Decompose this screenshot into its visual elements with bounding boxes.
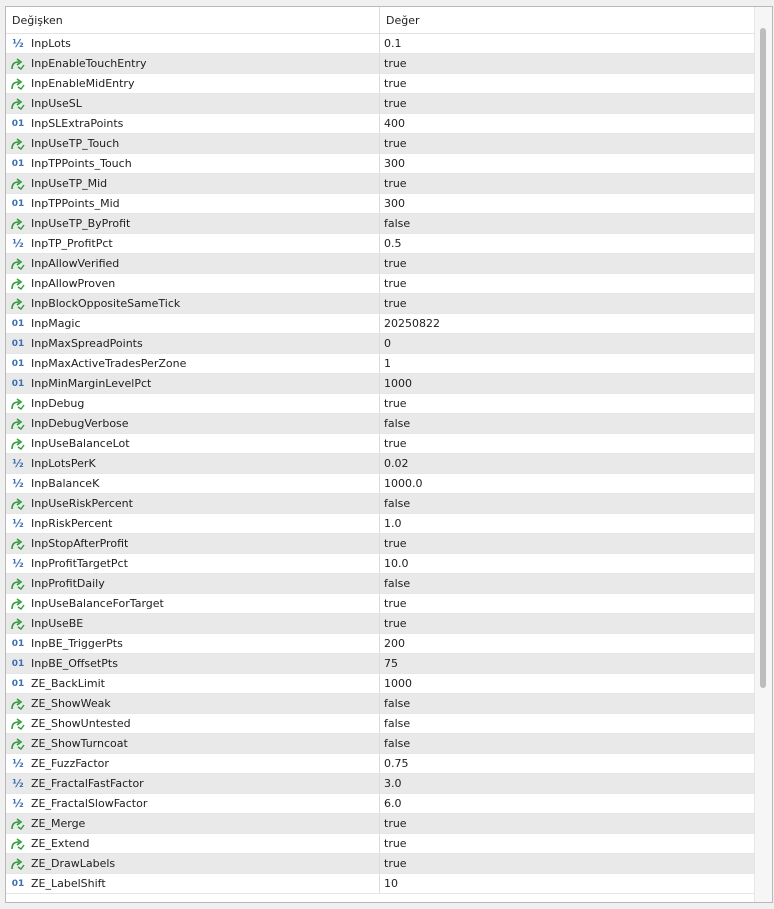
table-row[interactable] bbox=[6, 74, 754, 94]
double-type-icon: ½ bbox=[12, 776, 24, 790]
bool-type-icon bbox=[10, 577, 26, 591]
value-cell[interactable]: 0.75 bbox=[384, 757, 409, 770]
value-cell[interactable]: 3.0 bbox=[380, 774, 754, 793]
int-type-icon: 01 bbox=[11, 318, 25, 329]
bool-type-icon bbox=[10, 257, 26, 271]
bool-type-icon bbox=[10, 137, 26, 151]
table-row[interactable] bbox=[6, 574, 754, 594]
value-cell[interactable]: true bbox=[380, 94, 754, 113]
bool-type-icon bbox=[10, 57, 26, 71]
double-type-icon: ½ bbox=[12, 236, 24, 250]
variable-cell bbox=[6, 694, 380, 713]
variable-name: InpUseTP_Mid bbox=[31, 176, 108, 190]
value-cell[interactable]: 1.0 bbox=[384, 517, 402, 530]
value-cell[interactable]: true bbox=[384, 437, 407, 450]
value-cell[interactable]: false bbox=[380, 734, 754, 753]
table-row[interactable] bbox=[6, 334, 754, 354]
variable-cell bbox=[6, 314, 380, 333]
variable-name: InpEnableTouchEntry bbox=[31, 56, 147, 70]
table-row[interactable] bbox=[6, 554, 754, 574]
value-cell[interactable]: 1 bbox=[384, 357, 391, 370]
variable-cell bbox=[6, 174, 380, 193]
value-cell[interactable]: true bbox=[384, 397, 407, 410]
variable-cell bbox=[6, 54, 380, 73]
variable-name: InpUseSL bbox=[31, 96, 82, 110]
table-row[interactable] bbox=[6, 794, 754, 814]
table-row[interactable] bbox=[6, 694, 754, 714]
bool-type-icon bbox=[10, 297, 26, 311]
variable-cell bbox=[6, 754, 380, 773]
table-row[interactable] bbox=[6, 134, 754, 154]
bool-type-icon bbox=[10, 737, 26, 751]
table-row[interactable] bbox=[6, 34, 754, 54]
vertical-scrollbar[interactable] bbox=[754, 7, 772, 902]
table-row[interactable] bbox=[6, 814, 754, 834]
variable-cell bbox=[6, 554, 380, 573]
double-type-icon: ½ bbox=[12, 456, 24, 470]
table-row[interactable] bbox=[6, 754, 754, 774]
int-type-icon: 01 bbox=[11, 878, 25, 889]
value-cell[interactable]: true bbox=[380, 294, 754, 313]
value-cell[interactable]: 400 bbox=[384, 117, 405, 130]
variable-cell bbox=[6, 514, 380, 533]
int-type-icon: 01 bbox=[11, 118, 25, 129]
variable-cell bbox=[6, 94, 380, 113]
variable-cell bbox=[6, 794, 380, 813]
int-type-icon: 01 bbox=[11, 678, 25, 689]
table-row[interactable] bbox=[6, 774, 754, 794]
table-row[interactable] bbox=[6, 114, 754, 134]
variable-cell bbox=[6, 374, 380, 393]
value-cell[interactable]: true bbox=[380, 614, 754, 633]
double-type-icon: ½ bbox=[12, 476, 24, 490]
bool-type-icon bbox=[10, 437, 26, 451]
int-type-icon: 01 bbox=[11, 358, 25, 369]
table-row[interactable] bbox=[6, 374, 754, 394]
variable-name: InpLotsPerK bbox=[31, 456, 96, 470]
value-cell[interactable]: 10.0 bbox=[384, 557, 409, 570]
bool-type-icon bbox=[10, 497, 26, 511]
bool-type-icon bbox=[10, 537, 26, 551]
table-row[interactable] bbox=[6, 254, 754, 274]
bool-type-icon bbox=[10, 77, 26, 91]
variable-name: ZE_ShowWeak bbox=[31, 696, 111, 710]
bool-type-icon bbox=[10, 217, 26, 231]
table-row[interactable] bbox=[6, 394, 754, 414]
bool-type-icon bbox=[10, 177, 26, 191]
double-type-icon: ½ bbox=[12, 516, 24, 530]
variable-name: ZE_Merge bbox=[31, 816, 86, 830]
value-cell[interactable]: 1000 bbox=[384, 677, 412, 690]
value-cell[interactable]: 10 bbox=[384, 877, 398, 890]
int-type-icon: 01 bbox=[11, 638, 25, 649]
table-row[interactable] bbox=[6, 674, 754, 694]
variable-cell bbox=[6, 654, 380, 673]
table-row[interactable] bbox=[6, 534, 754, 554]
double-type-icon: ½ bbox=[12, 756, 24, 770]
variable-name: ZE_LabelShift bbox=[31, 876, 106, 890]
variable-name: InpTP_ProfitPct bbox=[31, 236, 113, 250]
variable-name: InpBalanceK bbox=[31, 476, 100, 490]
variable-cell bbox=[6, 734, 380, 753]
variable-cell bbox=[6, 214, 380, 233]
variable-cell bbox=[6, 454, 380, 473]
value-cell[interactable]: true bbox=[380, 814, 754, 833]
variable-name: InpBE_TriggerPts bbox=[31, 636, 123, 650]
int-type-icon: 01 bbox=[11, 658, 25, 669]
table-row[interactable] bbox=[6, 734, 754, 754]
table-row[interactable] bbox=[6, 614, 754, 634]
table-row[interactable] bbox=[6, 154, 754, 174]
value-cell[interactable]: 0 bbox=[380, 334, 754, 353]
variable-cell bbox=[6, 414, 380, 433]
table-row[interactable] bbox=[6, 434, 754, 454]
value-cell[interactable]: false bbox=[380, 414, 754, 433]
table-row[interactable] bbox=[6, 494, 754, 514]
int-type-icon: 01 bbox=[11, 158, 25, 169]
table-row[interactable] bbox=[6, 194, 754, 214]
variable-cell bbox=[6, 114, 380, 133]
table-row[interactable] bbox=[6, 474, 754, 494]
variable-cell bbox=[6, 534, 380, 553]
column-header-variable[interactable]: Değişken bbox=[6, 7, 380, 34]
value-cell[interactable]: false bbox=[380, 214, 754, 233]
value-cell[interactable]: 200 bbox=[384, 637, 405, 650]
inputs-table bbox=[5, 6, 773, 903]
value-cell[interactable]: 0.02 bbox=[380, 454, 754, 473]
variable-cell bbox=[6, 874, 380, 893]
table-row[interactable] bbox=[6, 634, 754, 654]
table-row[interactable] bbox=[6, 54, 754, 74]
variable-name: ZE_BackLimit bbox=[31, 676, 105, 690]
bool-type-icon bbox=[10, 857, 26, 871]
bool-type-icon bbox=[10, 617, 26, 631]
table-row[interactable] bbox=[6, 454, 754, 474]
value-cell[interactable]: true bbox=[384, 77, 407, 90]
table-row[interactable] bbox=[6, 654, 754, 674]
variable-cell bbox=[6, 474, 380, 493]
variable-name: InpUseBalanceLot bbox=[31, 436, 130, 450]
variable-name: ZE_FractalSlowFactor bbox=[31, 796, 148, 810]
variable-cell bbox=[6, 334, 380, 353]
variable-name: InpUseTP_ByProfit bbox=[31, 216, 131, 230]
bool-type-icon bbox=[10, 697, 26, 711]
variable-name: ZE_FractalFastFactor bbox=[31, 776, 144, 790]
value-cell[interactable]: true bbox=[384, 277, 407, 290]
variable-name: InpUseRiskPercent bbox=[31, 496, 133, 510]
variable-name: InpDebugVerbose bbox=[31, 416, 129, 430]
int-type-icon: 01 bbox=[11, 378, 25, 389]
table-row[interactable] bbox=[6, 94, 754, 114]
value-cell[interactable]: true bbox=[384, 597, 407, 610]
table-body bbox=[6, 34, 754, 894]
variable-cell bbox=[6, 614, 380, 633]
variable-cell bbox=[6, 854, 380, 873]
table-row[interactable] bbox=[6, 414, 754, 434]
variable-cell bbox=[6, 574, 380, 593]
variable-name: InpRiskPercent bbox=[31, 516, 113, 530]
variable-cell bbox=[6, 774, 380, 793]
variable-cell bbox=[6, 274, 380, 293]
bool-type-icon bbox=[10, 817, 26, 831]
variable-cell bbox=[6, 254, 380, 273]
variable-name: InpMinMarginLevelPct bbox=[31, 376, 152, 390]
value-cell[interactable]: 0.1 bbox=[384, 37, 402, 50]
column-header-value[interactable]: Değer bbox=[386, 14, 420, 27]
variable-cell bbox=[6, 294, 380, 313]
variable-cell bbox=[6, 594, 380, 613]
value-cell[interactable]: 0.5 bbox=[384, 237, 402, 250]
variable-cell bbox=[6, 634, 380, 653]
variable-name: InpMaxActiveTradesPerZone bbox=[31, 356, 187, 370]
value-cell[interactable]: true bbox=[380, 534, 754, 553]
variable-name: InpAllowVerified bbox=[31, 256, 120, 270]
table-row[interactable] bbox=[6, 214, 754, 234]
table-row[interactable] bbox=[6, 294, 754, 314]
value-cell[interactable]: 20250822 bbox=[384, 317, 440, 330]
variable-name: InpUseTP_Touch bbox=[31, 136, 120, 150]
variable-cell bbox=[6, 494, 380, 513]
variable-name: InpTPPoints_Mid bbox=[31, 196, 120, 210]
variable-name: ZE_Extend bbox=[31, 836, 90, 850]
variable-name: InpBE_OffsetPts bbox=[31, 656, 118, 670]
variable-name: InpProfitDaily bbox=[31, 576, 105, 590]
variable-cell bbox=[6, 194, 380, 213]
value-cell[interactable]: true bbox=[380, 134, 754, 153]
value-cell[interactable]: false bbox=[380, 494, 754, 513]
variable-name: ZE_DrawLabels bbox=[31, 856, 116, 870]
table-row[interactable] bbox=[6, 174, 754, 194]
variable-name: InpUseBalanceForTarget bbox=[31, 596, 164, 610]
variable-name: InpSLExtraPoints bbox=[31, 116, 124, 130]
table-row[interactable] bbox=[6, 234, 754, 254]
variable-name: ZE_FuzzFactor bbox=[31, 756, 109, 770]
double-type-icon: ½ bbox=[12, 556, 24, 570]
value-cell[interactable]: true bbox=[380, 174, 754, 193]
variable-name: InpProfitTargetPct bbox=[31, 556, 128, 570]
variable-cell bbox=[6, 814, 380, 833]
variable-name: InpDebug bbox=[31, 396, 85, 410]
variable-name: InpAllowProven bbox=[31, 276, 116, 290]
value-cell[interactable]: 75 bbox=[380, 654, 754, 673]
value-cell[interactable]: true bbox=[380, 854, 754, 873]
table-header bbox=[6, 7, 754, 34]
variable-cell bbox=[6, 434, 380, 453]
table-row[interactable] bbox=[6, 834, 754, 854]
bool-type-icon bbox=[10, 417, 26, 431]
value-cell[interactable]: true bbox=[380, 54, 754, 73]
variable-cell bbox=[6, 154, 380, 173]
bool-type-icon bbox=[10, 837, 26, 851]
int-type-icon: 01 bbox=[11, 198, 25, 209]
variable-name: InpTPPoints_Touch bbox=[31, 156, 132, 170]
value-cell[interactable]: false bbox=[380, 694, 754, 713]
variable-cell bbox=[6, 714, 380, 733]
variable-name: InpMaxSpreadPoints bbox=[31, 336, 143, 350]
value-cell[interactable]: 1000 bbox=[380, 374, 754, 393]
value-cell[interactable]: false bbox=[384, 717, 411, 730]
table-row[interactable] bbox=[6, 354, 754, 374]
double-type-icon: ½ bbox=[12, 36, 24, 50]
variable-name: InpEnableMidEntry bbox=[31, 76, 135, 90]
variable-name: ZE_ShowTurncoat bbox=[31, 736, 128, 750]
variable-cell bbox=[6, 834, 380, 853]
bool-type-icon bbox=[10, 277, 26, 291]
value-cell[interactable]: true bbox=[384, 837, 407, 850]
variable-name: InpLots bbox=[31, 36, 71, 50]
variable-cell bbox=[6, 74, 380, 93]
value-cell[interactable]: 300 bbox=[384, 157, 405, 170]
variable-cell bbox=[6, 134, 380, 153]
value-cell[interactable]: true bbox=[380, 254, 754, 273]
variable-name: InpStopAfterProfit bbox=[31, 536, 129, 550]
variable-name: InpMagic bbox=[31, 316, 81, 330]
variable-cell bbox=[6, 354, 380, 373]
double-type-icon: ½ bbox=[12, 796, 24, 810]
int-type-icon: 01 bbox=[11, 338, 25, 349]
variable-name: InpBlockOppositeSameTick bbox=[31, 296, 181, 310]
table-row[interactable] bbox=[6, 314, 754, 334]
variable-cell bbox=[6, 34, 380, 53]
value-cell[interactable]: 1000.0 bbox=[384, 477, 423, 490]
bool-type-icon bbox=[10, 597, 26, 611]
table-row[interactable] bbox=[6, 514, 754, 534]
bool-type-icon bbox=[10, 97, 26, 111]
table-row[interactable] bbox=[6, 874, 754, 894]
table-row[interactable] bbox=[6, 274, 754, 294]
variable-cell bbox=[6, 674, 380, 693]
value-cell[interactable]: false bbox=[380, 574, 754, 593]
variable-name: ZE_ShowUntested bbox=[31, 716, 131, 730]
table-row[interactable] bbox=[6, 594, 754, 614]
value-cell[interactable]: 6.0 bbox=[384, 797, 402, 810]
bool-type-icon bbox=[10, 717, 26, 731]
variable-cell bbox=[6, 394, 380, 413]
value-cell[interactable]: 300 bbox=[384, 197, 405, 210]
scrollbar-thumb[interactable] bbox=[760, 28, 766, 688]
variable-name: InpUseBE bbox=[31, 616, 84, 630]
table-row[interactable] bbox=[6, 854, 754, 874]
table-row[interactable] bbox=[6, 714, 754, 734]
variable-cell bbox=[6, 234, 380, 253]
bool-type-icon bbox=[10, 397, 26, 411]
